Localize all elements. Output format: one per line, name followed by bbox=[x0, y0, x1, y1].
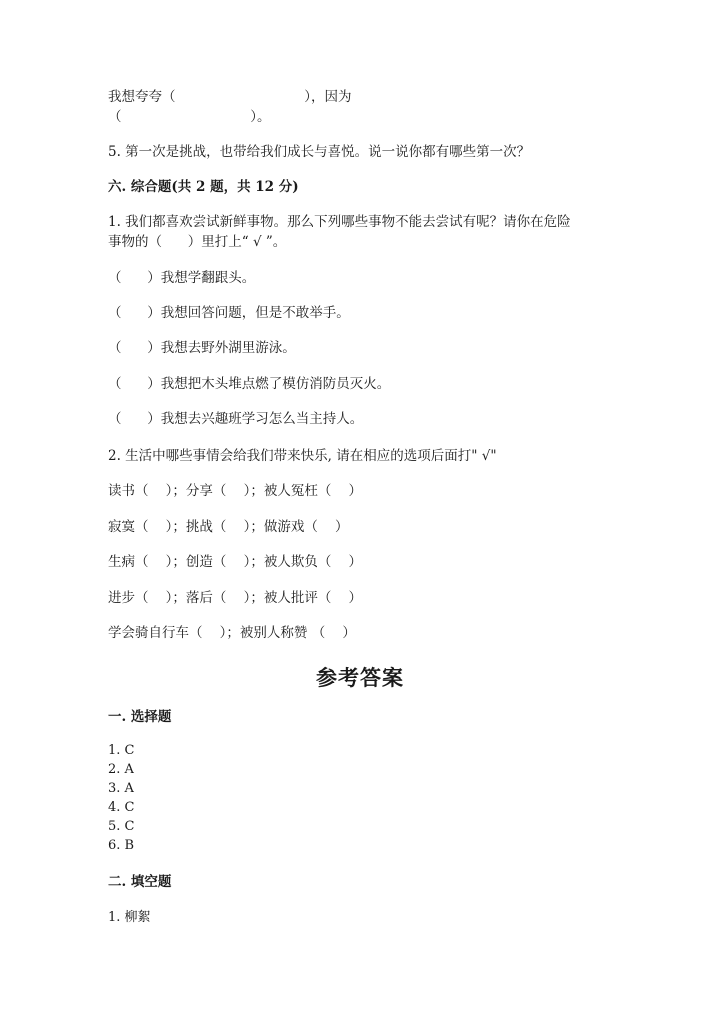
answers-section-1-heading: 一. 选择题 bbox=[108, 709, 172, 725]
answer-item: 4. C bbox=[108, 800, 135, 815]
answers-title: 参考答案 bbox=[316, 665, 404, 690]
question-6-2-prompt: 2. 生活中哪些事情会给我们带来快乐, 请在相应的选项后面打" √" bbox=[108, 448, 497, 464]
answers-section-2-heading: 二. 填空题 bbox=[108, 874, 172, 890]
option-3: （ ）我想去野外湖里游泳。 bbox=[108, 340, 296, 356]
option-4: （ ）我想把木头堆点燃了模仿消防员灭火。 bbox=[108, 376, 391, 392]
happiness-row-2: 寂寞（ ）；挑战（ ）；做游戏（ ） bbox=[108, 519, 349, 535]
question-4-line-1: 我想夸夸（ ），因为 bbox=[108, 89, 352, 105]
answer-item: 5. C bbox=[108, 819, 135, 834]
answer-item: 2. A bbox=[108, 762, 134, 777]
happiness-row-1: 读书（ ）；分享（ ）；被人冤枉（ ） bbox=[108, 483, 362, 499]
happiness-row-3: 生病（ ）；创造（ ）；被人欺负（ ） bbox=[108, 554, 362, 570]
answer-item: 3. A bbox=[108, 781, 134, 796]
happiness-row-4: 进步（ ）；落后（ ）；被人批评（ ） bbox=[108, 590, 362, 606]
answer-item: 1. 柳絮 bbox=[108, 910, 151, 925]
section-6-heading: 六. 综合题(共 2 题，共 12 分) bbox=[108, 179, 299, 195]
option-2: （ ）我想回答问题，但是不敢举手。 bbox=[108, 305, 350, 321]
option-1: （ ）我想学翻跟头。 bbox=[108, 270, 256, 286]
question-6-1-prompt-line-1: 1. 我们都喜欢尝试新鲜事物。那么下列哪些事物不能去尝试有呢？请你在危险 bbox=[108, 214, 571, 230]
option-5: （ ）我想去兴趣班学习怎么当主持人。 bbox=[108, 411, 364, 427]
answer-item: 6. B bbox=[108, 838, 135, 853]
answer-item: 1. C bbox=[108, 743, 135, 758]
happiness-row-5: 学会骑自行车（ ）；被别人称赞 （ ） bbox=[108, 625, 356, 641]
question-6-1-prompt-line-2: 事物的（ ）里打上“ √ ”。 bbox=[108, 234, 287, 250]
question-4-line-2: （ ）。 bbox=[108, 109, 271, 125]
question-5: 5. 第一次是挑战，也带给我们成长与喜悦。说一说你都有哪些第一次？ bbox=[108, 144, 531, 160]
